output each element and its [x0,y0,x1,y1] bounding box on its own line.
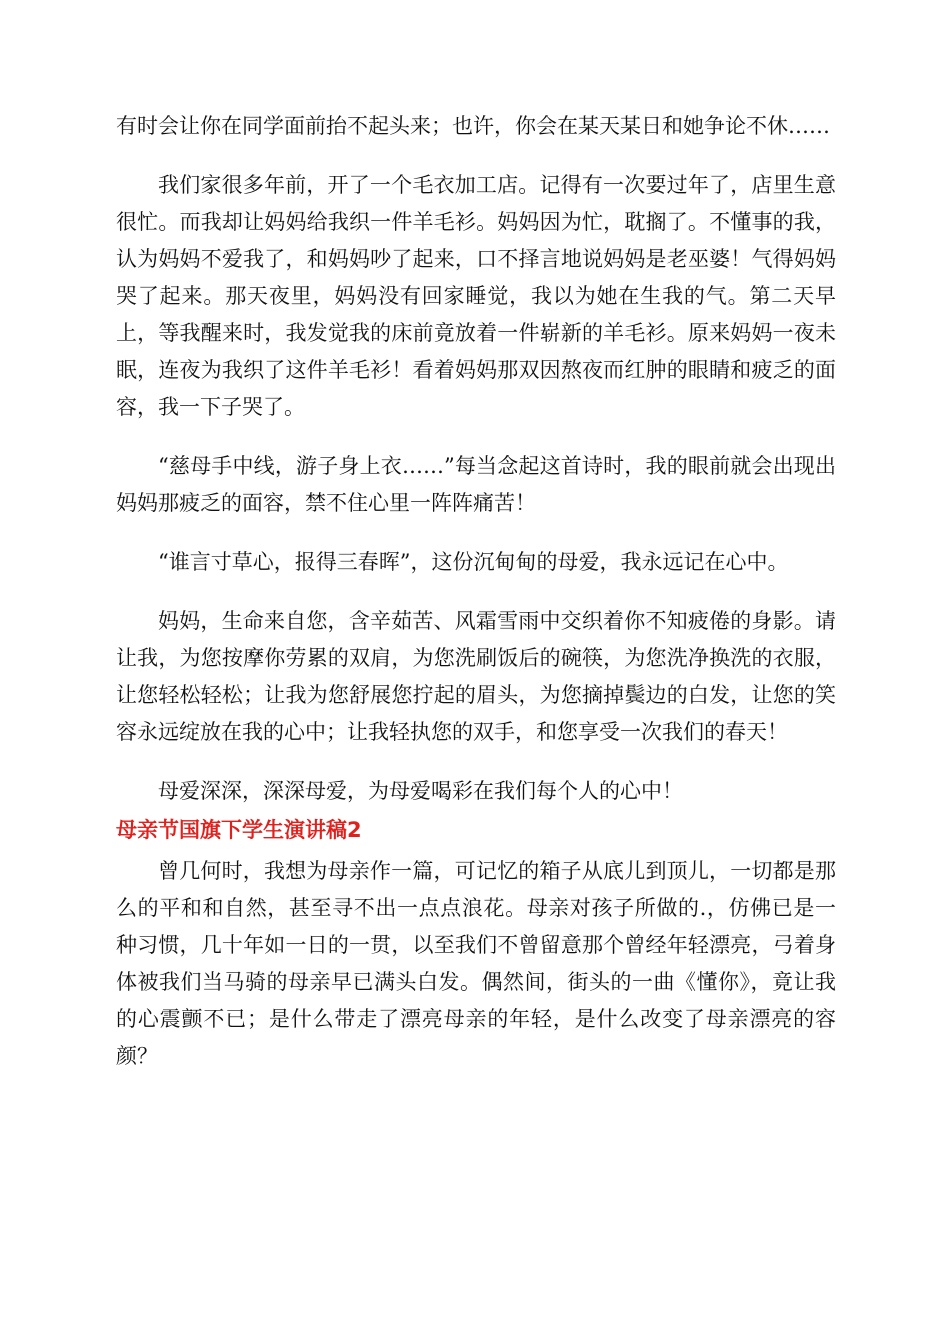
paragraph-continued: 有时会让你在同学面前抬不起头来；也许，你会在某天某日和她争论不休…… [116,114,830,138]
paragraph-grass-quote: “谁言寸草心，报得三春晖”，这份沉甸甸的母爱，我永远记在心中。 [158,550,789,574]
paragraph-mother-address: 妈妈，生命来自您，含辛茹苦、风霜雪雨中交织着你不知疲倦的身影。请让我，为您按摩你劳累的双肩，为您洗刷饭后的碗筷，为您洗净换洗的衣服，让您轻松轻松；让我为您舒展您拧起的眉头，为您摘掉鬓边的白发，让您的笑容永远绽放在我的心中；让我轻执您的双手，和您享受一次我们的春天！ [116,609,836,744]
section-heading: 母亲节国旗下学生演讲稿2 [116,818,362,842]
paragraph-sweater-story: 我们家很多年前，开了一个毛衣加工店。记得有一次要过年了，店里生意很忙。而我却让妈妈给我织一件羊毛衫。妈妈因为忙，耽搁了。不懂事的我，认为妈妈不爱我了，和妈妈吵了起来，口不择言地说妈妈是老巫婆！气得妈妈哭了起来。那天夜里，妈妈没有回家睡觉，我以为她在生我的气。第二天早上，等我醒来时，我发觉我的床前竟放着一件崭新的羊毛衫。原来妈妈一夜未眠，连夜为我织了这件羊毛衫！看着妈妈那双因熬夜而红肿的眼睛和疲乏的面容，我一下子哭了。 [116,173,836,419]
paragraph-speech-2-intro: 曾几何时，我想为母亲作一篇，可记忆的箱子从底儿到顶儿，一切都是那么的平和和自然，甚至寻不出一点点浪花。母亲对孩子所做的.，仿佛已是一种习惯，几十年如一日的一贯，以至我们不曾留意那个曾经年轻漂亮，弓着身体被我们当马骑的母亲早已满头白发。偶然间，街头的一曲《懂你》，竟让我的心震颤不已；是什么带走了漂亮母亲的年轻，是什么改变了母亲漂亮的容颜？ [116,859,836,1068]
document-body [116,108,836,1097]
paragraph-poem-quote: “慈母手中线，游子身上衣……”每当念起这首诗时，我的眼前就会出现出妈妈那疲乏的面容，禁不住心里一阵阵痛苦！ [116,454,836,515]
paragraph-closing: 母爱深深，深深母爱，为母爱喝彩在我们每个人的心中！ [158,779,683,803]
